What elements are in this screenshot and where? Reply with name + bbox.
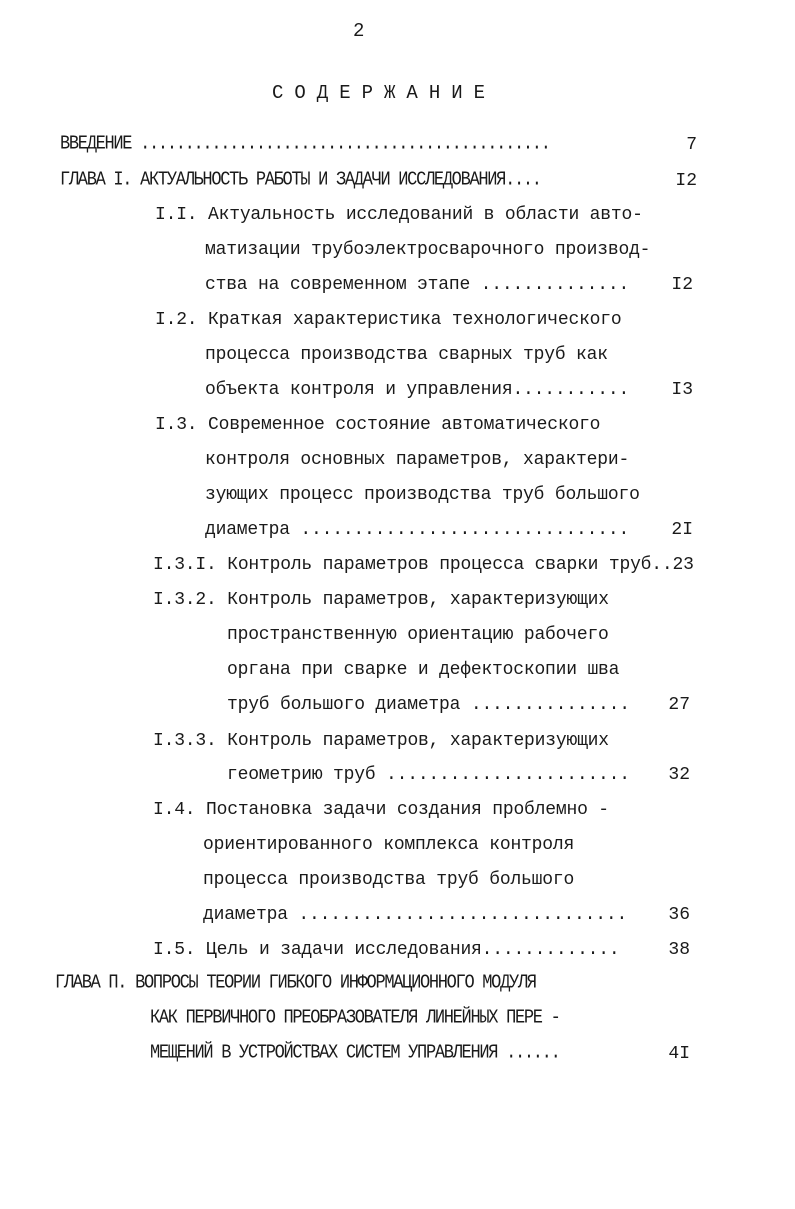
- toc-chapter-2-line2: КАК ПЕРВИЧНОГО ПРЕОБРАЗОВАТЕЛЯ ЛИНЕЙНЫХ ПЕРЕ -: [150, 1007, 560, 1030]
- toc-1-4-line2: ориентированного комплекса контроля: [203, 835, 575, 855]
- toc-1-3-2-line1: I.3.2. Контроль параметров, характеризующих: [153, 590, 609, 610]
- toc-chapter-2-line3: МЕЩЕНИЙ В УСТРОЙСТВАХ СИСТЕМ УПРАВЛЕНИЯ ......: [150, 1042, 560, 1065]
- toc-1-2-line3: объекта контроля и управления...........: [205, 380, 630, 400]
- toc-1-3-line1: I.3. Современное состояние автоматического: [155, 415, 601, 435]
- toc-intro-page: 7: [686, 135, 697, 155]
- toc-1-3-2-page: 27: [668, 695, 690, 715]
- toc-1-2-page: I3: [671, 380, 693, 400]
- toc-1-5: I.5. Цель и задачи исследования.............: [153, 940, 620, 960]
- toc-1-1-line2: матизации трубоэлектросварочного производ-: [205, 240, 651, 260]
- toc-1-3-2-line2: пространственную ориентацию рабочего: [227, 625, 609, 645]
- toc-1-3-2-line4: труб большого диаметра ...............: [227, 695, 630, 715]
- toc-chapter-2-page: 4I: [668, 1044, 690, 1064]
- toc-1-4-line4: диаметра ...............................: [203, 905, 628, 925]
- toc-1-1-line1: I.I. Актуальность исследований в области авто-: [155, 205, 643, 225]
- toc-1-4-page: 36: [668, 905, 690, 925]
- toc-intro: ВВЕДЕНИЕ ..............................................: [60, 133, 550, 156]
- page-number: 2: [353, 20, 365, 42]
- toc-1-5-page: 38: [668, 940, 690, 960]
- toc-1-2-line1: I.2. Краткая характеристика технологического: [155, 310, 622, 330]
- toc-1-3-2-line3: органа при сварке и дефектоскопии шва: [227, 660, 620, 680]
- toc-1-3-3-page: 32: [668, 765, 690, 785]
- toc-1-3-line2: контроля основных параметров, характери-: [205, 450, 630, 470]
- toc-1-3-3-line1: I.3.3. Контроль параметров, характеризующих: [153, 731, 609, 751]
- toc-1-3-1: I.3.I. Контроль параметров процесса сварки труб..23: [153, 555, 694, 575]
- toc-1-1-page: I2: [671, 275, 693, 295]
- toc-1-3-line3: зующих процесс производства труб большого: [205, 485, 640, 505]
- contents-heading: С О Д Е Р Ж А Н И Е: [272, 82, 485, 104]
- toc-chapter-1: ГЛАВА I. АКТУАЛЬНОСТЬ РАБОТЫ И ЗАДАЧИ ИССЛЕДОВАНИЯ....: [60, 169, 541, 192]
- toc-1-4-line1: I.4. Постановка задачи создания проблемно -: [153, 800, 609, 820]
- toc-chapter-2-line1: ГЛАВА П. ВОПРОСЫ ТЕОРИИ ГИБКОГО ИНФОРМАЦИОННОГО МОДУЛЯ: [55, 972, 536, 995]
- toc-1-3-page: 2I: [671, 520, 693, 540]
- toc-1-3-line4: диаметра ...............................: [205, 520, 630, 540]
- toc-1-4-line3: процесса производства труб большого: [203, 870, 575, 890]
- toc-1-1-line3: ства на современном этапе ..............: [205, 275, 630, 295]
- toc-chapter-1-page: I2: [675, 171, 697, 191]
- toc-1-2-line2: процесса производства сварных труб как: [205, 345, 608, 365]
- toc-1-3-3-line2: геометрию труб .......................: [227, 765, 630, 785]
